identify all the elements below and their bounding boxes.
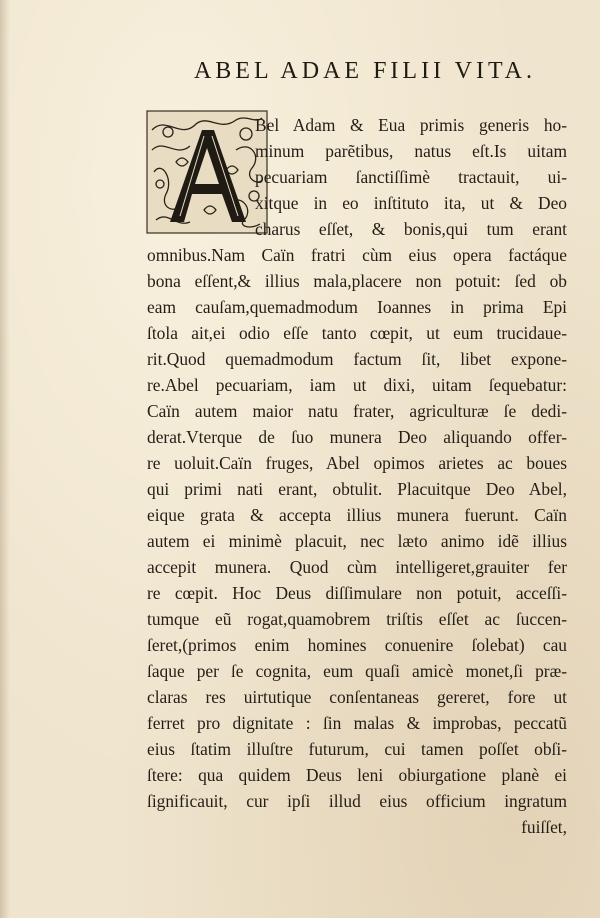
text-line: re cœpit. Hoc Deus diſſimulare non potuit, acceſſi- [147, 583, 567, 603]
text-line: charus eſſet, & bonis,qui tum erant [255, 219, 567, 239]
text-line: derat.Vterque de ſuo munera Deo aliquando offer- [147, 427, 567, 447]
text-line: Bel Adam & Eua primis generis ho- [255, 115, 567, 135]
text-line: accepit munera. Quod cùm intelligeret,grauiter fer [147, 557, 567, 577]
page-gutter-shadow [0, 0, 10, 918]
text-line: pecuariam ſanctiſſimè tractauit, ui- [255, 167, 567, 187]
text-line: qui primi nati erant, obtulit. Placuitque Deo Abel, [147, 479, 567, 499]
text-line: ferret pro dignitate : ſin malas & improbas, peccatũ [147, 713, 567, 733]
text-line: re uoluit.Caïn fruges, Abel opimos arietes ac boues [147, 453, 567, 473]
text-line: xitque in eo inſtituto ita, ut & Deo [255, 193, 567, 213]
text-line: eique grata & accepta illius munera fuerunt. Caïn [147, 505, 567, 525]
text-line: eam cauſam,quemadmodum Ioannes in prima Epi [147, 297, 567, 317]
text-line: minum parẽtibus, natus eſt.Is uitam [255, 141, 567, 161]
text-line: ſtola ait,ei odio eſſe tanto cœpit, ut eum trucidaue- [147, 323, 567, 343]
text-line: bona eſſent,& illius mala,placere non potuit: ſed ob [147, 271, 567, 291]
text-line: ſtere: qua quidem Deus leni obiurgatione planè ei [147, 765, 567, 785]
text-line: autem ei minimè placuit, nec læto animo idẽ illius [147, 531, 567, 551]
text-line: re.Abel pecuariam, iam ut dixi, uitam ſequebatur: [147, 375, 567, 395]
text-line: tumque eũ rogat,quamobrem triſtis eſſet ac ſuccen- [147, 609, 567, 629]
text-line: ſaque per ſe cognita, eum quaſi amicè monet,ſi præ- [147, 661, 567, 681]
running-head: ABEL ADAE FILII VITA. [193, 58, 537, 84]
text-line: ſignificauit, cur ipſi illud eius officium ingratum [147, 791, 567, 811]
text-line: ſeret,(primos enim homines conuenire ſolebat) cau [147, 635, 567, 655]
ornamental-initial-a-icon [146, 110, 268, 234]
catchword: fuiſſet, [521, 817, 567, 837]
text-line: Caïn autem maior natu frater, agriculturæ ſe dedi- [147, 401, 567, 421]
text-line: omnibus.Nam Caïn fratri cùm eius opera factáque [147, 245, 567, 265]
text-line: rit.Quod quemadmodum factum ſit, libet expone- [147, 349, 567, 369]
text-line: eius ſtatim illuſtre futurum, cui tamen poſſet obſi- [147, 739, 567, 759]
text-line: claras res uirtutique conſentaneas gereret, fore ut [147, 687, 567, 707]
